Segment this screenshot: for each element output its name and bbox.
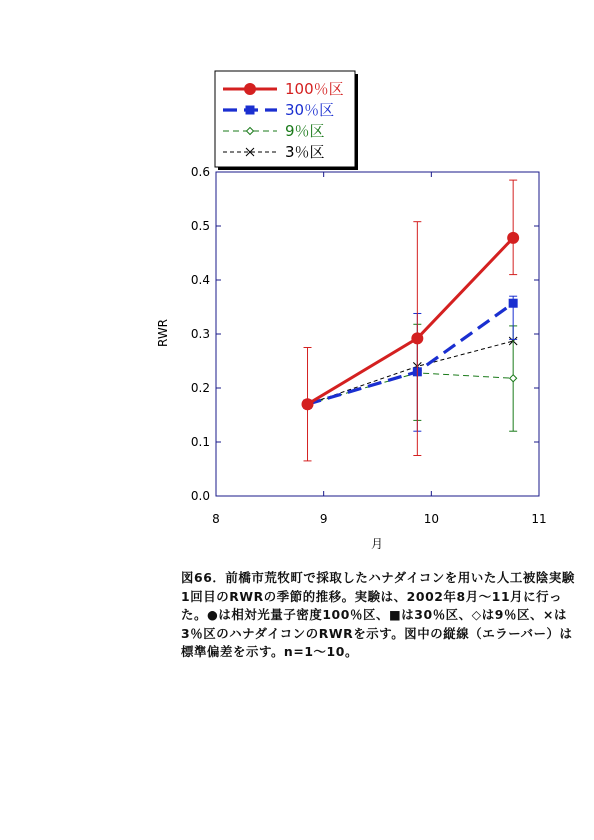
y-tick-label: 0.5 bbox=[190, 219, 210, 233]
data-point bbox=[508, 232, 519, 243]
y-tick-label: 0.0 bbox=[190, 489, 210, 503]
legend-marker bbox=[246, 106, 255, 115]
y-tick-label: 0.1 bbox=[190, 435, 210, 449]
x-axis-title: 月 bbox=[370, 537, 384, 551]
legend-label: 30％区 bbox=[285, 101, 335, 119]
legend bbox=[215, 71, 358, 170]
x-tick-label: 10 bbox=[423, 512, 439, 526]
x-tick-label: 8 bbox=[212, 512, 220, 526]
legend-label: 100％区 bbox=[285, 80, 344, 98]
series-square bbox=[303, 296, 518, 431]
plot-area bbox=[191, 165, 547, 526]
series-line bbox=[308, 238, 514, 404]
y-tick-label: 0.2 bbox=[190, 381, 210, 395]
y-tick-label: 0.4 bbox=[190, 273, 210, 287]
plot-frame bbox=[216, 172, 539, 496]
series-circle bbox=[302, 180, 519, 461]
series-line bbox=[308, 373, 514, 404]
y-tick-label: 0.6 bbox=[190, 165, 210, 179]
y-tick-label: 0.3 bbox=[190, 327, 210, 341]
y-axis-title: RWR bbox=[156, 318, 170, 348]
x-tick-label: 11 bbox=[531, 512, 547, 526]
legend-label: 9％区 bbox=[285, 122, 325, 140]
figure-caption: 図66．前橋市荒牧町で採取したハナダイコンを用いた人工被陰実験1回目のRWRの季節的推移。実験は、2002年8月～11月に行った。●は相対光量子密度100％区、■は30％区、◇は9％区、×は3％区のハナダイコンのRWRを示す。図中の縦線（エラーバー）は標準偏差を示す。n=1～10。 bbox=[181, 570, 575, 660]
data-point bbox=[412, 333, 423, 344]
legend-label: 3％区 bbox=[285, 143, 325, 161]
series-line bbox=[308, 303, 514, 404]
data-point bbox=[302, 399, 313, 410]
series-diamond bbox=[304, 324, 517, 431]
x-tick-label: 9 bbox=[319, 512, 328, 526]
data-point bbox=[510, 375, 517, 382]
data-point bbox=[509, 299, 518, 308]
legend-marker bbox=[245, 84, 256, 95]
